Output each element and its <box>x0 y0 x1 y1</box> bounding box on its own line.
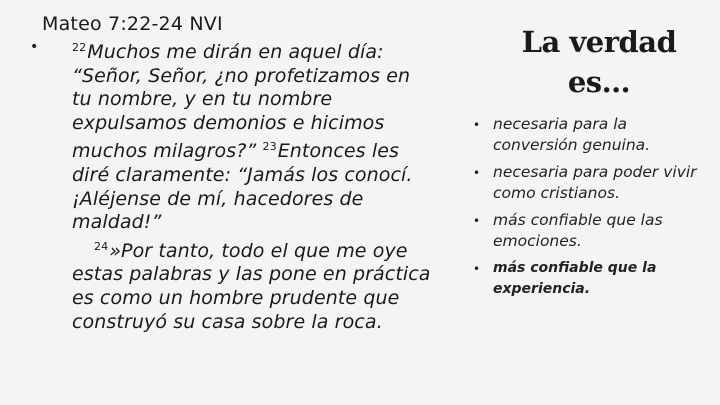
verse-text: “Señor, Señor, ¿no profetizamos en <box>72 64 411 87</box>
bullet-icon: • <box>473 118 481 132</box>
verse-text: Entonces les <box>277 140 399 163</box>
list-item-text: necesaria para la conversión genuina. <box>493 115 651 154</box>
verse-line <box>72 36 450 65</box>
bullet-icon: • <box>473 262 481 276</box>
list-item-text: más confiable que la experiencia. <box>493 260 657 297</box>
verse-line <box>72 311 450 335</box>
verse-text: muchos milagros?” <box>72 140 257 163</box>
list-item-text: más confiable que las emociones. <box>493 211 663 250</box>
verse-text: maldad!” <box>72 211 162 234</box>
verse-line <box>72 88 450 112</box>
verse-text: construyó su casa sobre la roca. <box>72 310 383 333</box>
verse-number: 24 <box>94 239 109 253</box>
verse-text: es como un hombre prudente que <box>72 286 400 309</box>
list-item <box>465 210 705 252</box>
verse-line <box>72 263 450 287</box>
verse-text: »Por tanto, todo el que me oye <box>109 239 408 262</box>
list-item-text: necesaria para poder vivir como cristianos. <box>493 163 697 202</box>
verse-text: ¡Aléjense de mí, hacedores de <box>72 187 364 210</box>
verse-text: estas palabras y las pone en práctica <box>72 263 431 286</box>
verse-line <box>72 235 450 264</box>
scripture-reference: Mateo 7:22-24 NVI <box>42 13 223 35</box>
verse-line <box>72 164 450 188</box>
verse-line <box>72 112 450 136</box>
verse-line <box>72 287 450 311</box>
truth-list <box>465 114 705 300</box>
bullet-icon: • <box>473 166 481 180</box>
verse-line <box>72 211 450 235</box>
verse-number: 23 <box>262 140 277 154</box>
bullet-icon: • <box>30 39 39 55</box>
verse-number: 22 <box>72 41 87 54</box>
slide-title: La verdad es… <box>521 25 677 99</box>
list-item <box>465 162 705 204</box>
bullet-icon: • <box>473 214 481 228</box>
scripture-panel <box>30 12 450 334</box>
scripture-text <box>72 36 450 334</box>
verse-line <box>72 65 450 89</box>
list-item-emphasized <box>465 258 705 300</box>
verse-line <box>72 188 450 212</box>
verse-text: diré claramente: “Jamás los conocí. <box>72 163 413 186</box>
scripture-bullet <box>30 36 450 334</box>
verse-line <box>72 135 450 164</box>
verse-text: expulsamos demonios e hicimos <box>72 111 385 134</box>
truth-panel <box>465 22 705 306</box>
list-item <box>465 114 705 156</box>
verse-text: tu nombre, y en tu nombre <box>72 88 333 111</box>
verse-text: Muchos me dirán en aquel día: <box>87 41 384 63</box>
